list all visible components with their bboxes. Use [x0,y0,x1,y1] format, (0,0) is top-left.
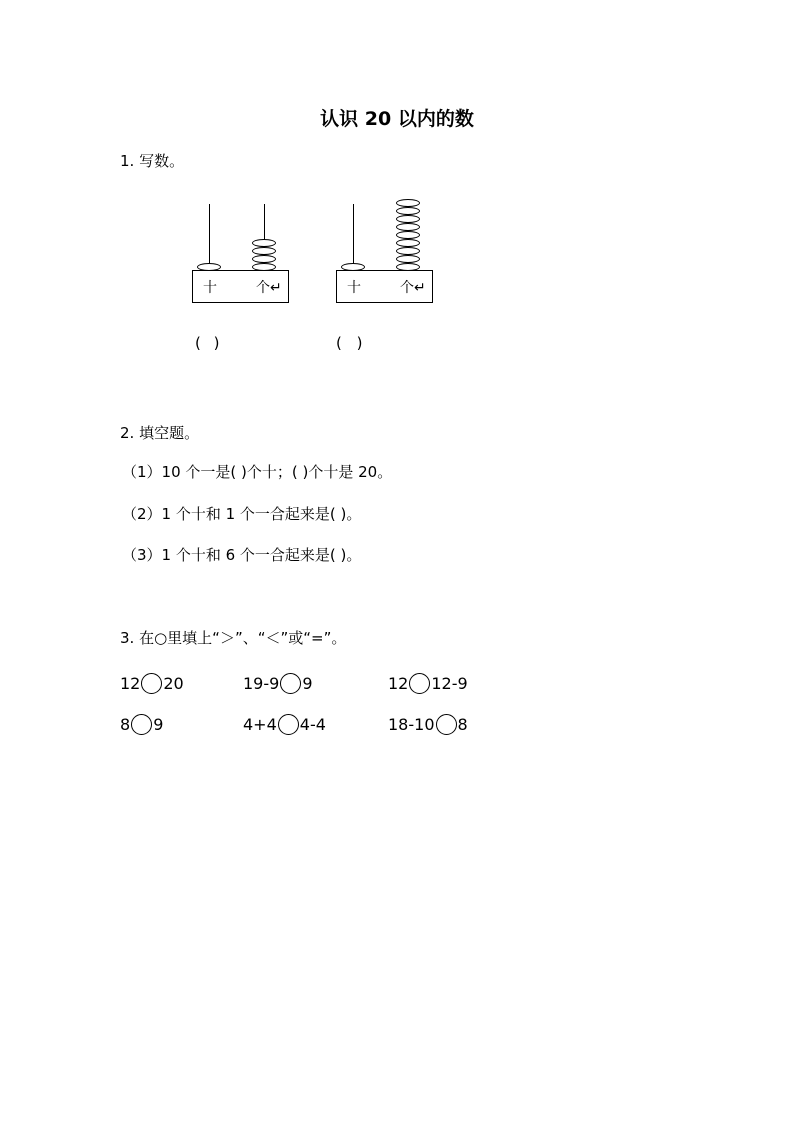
compare-circle[interactable] [280,673,301,694]
q2-item-3: （3）1 个十和 6 个一合起来是( )。 [122,546,362,564]
ones-bead [396,255,420,263]
abacus-1 [192,204,289,304]
compare-circle[interactable] [409,673,430,694]
compare-right: 4-4 [299,715,326,734]
compare-circle[interactable] [131,714,152,735]
q2-heading: 2. 填空题。 [120,424,200,442]
compare-circle[interactable] [141,673,162,694]
q2-item-2: （2）1 个十和 1 个一合起来是( )。 [122,505,362,523]
compare-right: 9 [153,715,164,734]
compare-item [243,714,326,735]
page-title: 认识 20 以内的数 [320,108,474,130]
compare-circle[interactable] [278,714,299,735]
compare-circle[interactable] [436,714,457,735]
answer-blank-1[interactable]: ( ) [195,334,220,352]
ones-bead [396,199,420,207]
compare-left: 8 [120,715,131,734]
compare-item [120,714,163,735]
tens-rod [353,204,354,270]
compare-left: 12 [388,674,409,693]
abacus-2 [336,204,433,304]
ones-bead [396,231,420,239]
ones-bead [252,239,276,247]
tens-rod [209,204,210,270]
compare-left: 18-10 [388,715,435,734]
ones-bead [396,247,420,255]
tens-label: 十 [347,280,361,296]
compare-right: 8 [457,715,468,734]
compare-left: 19-9 [243,674,280,693]
ones-bead [396,207,420,215]
compare-item [120,673,184,694]
compare-item [388,673,468,694]
tens-label: 十 [203,280,217,296]
ones-bead [396,239,420,247]
compare-item [243,673,313,694]
ones-bead [396,223,420,231]
q3-heading: 3. 在○里填上“＞”、“＜”或“=”。 [120,629,347,647]
q2-item-1: （1）10 个一是( )个十；( )个十是 20。 [122,463,393,481]
ones-label: 个↵ [400,280,426,296]
answer-blank-2[interactable]: ( ) [336,334,363,352]
compare-left: 4+4 [243,715,277,734]
q1-heading: 1. 写数。 [120,152,185,170]
ones-bead [252,255,276,263]
ones-bead [396,215,420,223]
compare-item [388,714,468,735]
compare-right: 12-9 [431,674,468,693]
compare-right: 9 [302,674,313,693]
compare-right: 20 [163,674,184,693]
compare-left: 12 [120,674,141,693]
ones-bead [252,247,276,255]
ones-label: 个↵ [256,280,282,296]
